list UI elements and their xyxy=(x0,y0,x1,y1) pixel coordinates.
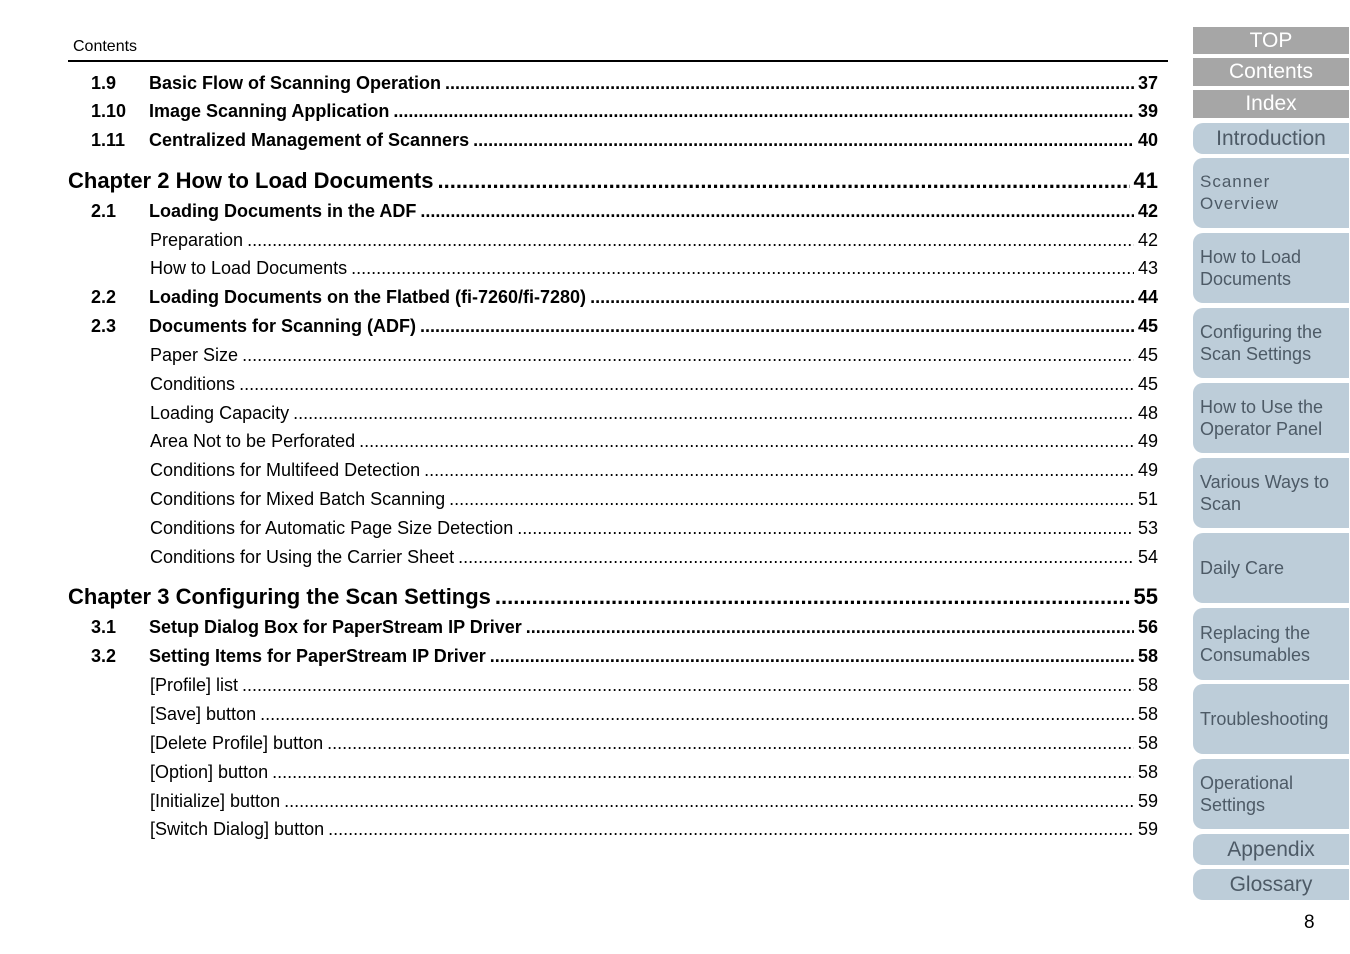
toc-page-number: 58 xyxy=(1137,762,1158,782)
toc-dot-leader xyxy=(420,201,1134,222)
toc-entry-number: 1.9 xyxy=(91,73,117,93)
toc-dot-leader xyxy=(272,762,1134,783)
nav-tab-how-to-load[interactable]: How to Load Documents xyxy=(1193,233,1349,303)
toc-dot-leader xyxy=(420,316,1134,337)
toc-page-number: 39 xyxy=(1137,101,1158,121)
nav-contents-button[interactable]: Contents xyxy=(1193,58,1349,86)
toc-subsection-entry[interactable] xyxy=(150,675,1158,697)
toc-entry-number: 3.2 xyxy=(91,646,117,666)
toc-entry-title: Paper Size xyxy=(150,345,239,365)
toc-entry-title: [Save] button xyxy=(150,704,257,724)
toc-entry-title: Conditions for Automatic Page Size Detection xyxy=(150,518,514,538)
toc-page-number: 49 xyxy=(1137,460,1158,480)
toc-page-number: 45 xyxy=(1137,374,1158,394)
toc-subsection-entry[interactable] xyxy=(150,345,1158,367)
toc-subsection-entry[interactable] xyxy=(150,791,1158,813)
toc-subsection-entry[interactable] xyxy=(150,230,1158,252)
toc-dot-leader xyxy=(490,646,1134,667)
toc-entry-title: Conditions for Multifeed Detection xyxy=(150,460,421,480)
toc-entry-title: Chapter 2 How to Load Documents xyxy=(68,168,434,193)
toc-page-number: 41 xyxy=(1133,168,1158,193)
toc-section-entry[interactable] xyxy=(91,316,1158,338)
toc-subsection-entry[interactable] xyxy=(150,431,1158,453)
toc-entry-title: Conditions for Mixed Batch Scanning xyxy=(150,489,446,509)
toc-subsection-entry[interactable] xyxy=(150,733,1158,755)
toc-section-entry[interactable] xyxy=(91,73,1158,95)
toc-subsection-entry[interactable] xyxy=(150,403,1158,425)
toc-entry-title: Setup Dialog Box for PaperStream IP Driver xyxy=(149,617,522,637)
toc-subsection-entry[interactable] xyxy=(150,547,1158,569)
toc-page-number: 56 xyxy=(1137,617,1158,637)
toc-entry-number: 2.3 xyxy=(91,316,117,336)
nav-tab-operator-panel[interactable]: How to Use the Operator Panel xyxy=(1193,383,1349,453)
nav-tab-troubleshooting[interactable]: Troubleshooting xyxy=(1193,684,1349,754)
toc-section-entry[interactable] xyxy=(91,287,1158,309)
side-navigation xyxy=(1193,0,1350,954)
toc-dot-leader xyxy=(359,431,1134,452)
toc-entry-title: [Initialize] button xyxy=(150,791,281,811)
toc-dot-leader xyxy=(293,403,1134,424)
toc-subsection-entry[interactable] xyxy=(150,374,1158,396)
toc-section-entry[interactable] xyxy=(91,101,1158,123)
toc-dot-leader xyxy=(242,345,1134,366)
toc-entry-title: Chapter 3 Configuring the Scan Settings xyxy=(68,584,491,609)
toc-entry-title: Image Scanning Application xyxy=(149,101,390,121)
toc-page-number: 55 xyxy=(1133,584,1158,609)
toc-chapter-entry[interactable] xyxy=(68,584,1158,610)
toc-dot-leader xyxy=(351,258,1134,279)
toc-page-number: 59 xyxy=(1137,819,1158,839)
toc-dot-leader xyxy=(517,518,1134,539)
toc-page-number: 43 xyxy=(1137,258,1158,278)
toc-subsection-entry[interactable] xyxy=(150,489,1158,511)
toc-dot-leader xyxy=(328,819,1134,840)
nav-tab-daily-care[interactable]: Daily Care xyxy=(1193,533,1349,603)
toc-page-number: 45 xyxy=(1137,316,1158,336)
toc-dot-leader xyxy=(327,733,1134,754)
toc-page-number: 40 xyxy=(1137,130,1158,150)
toc-page-number: 37 xyxy=(1137,73,1158,93)
toc-dot-leader xyxy=(260,704,1134,725)
toc-entry-title: Loading Capacity xyxy=(150,403,290,423)
toc-dot-leader xyxy=(247,230,1134,251)
nav-tab-various-ways[interactable]: Various Ways to Scan xyxy=(1193,458,1349,528)
toc-entry-number: 3.1 xyxy=(91,617,117,637)
toc-subsection-entry[interactable] xyxy=(150,518,1158,540)
toc-entry-title: Basic Flow of Scanning Operation xyxy=(149,73,442,93)
toc-entry-title: Centralized Management of Scanners xyxy=(149,130,470,150)
toc-entry-title: [Switch Dialog] button xyxy=(150,819,325,839)
toc-dot-leader xyxy=(393,101,1134,122)
nav-tab-glossary[interactable]: Glossary xyxy=(1193,869,1349,900)
toc-entry-title: How to Load Documents xyxy=(150,258,348,278)
toc-page-number: 58 xyxy=(1137,704,1158,724)
toc-entry-number: 2.2 xyxy=(91,287,117,307)
toc-dot-leader xyxy=(590,287,1134,308)
toc-page-number: 58 xyxy=(1137,675,1158,695)
toc-page-number: 49 xyxy=(1137,431,1158,451)
toc-entry-title: [Delete Profile] button xyxy=(150,733,324,753)
toc-section-entry[interactable] xyxy=(91,130,1158,152)
toc-dot-leader xyxy=(437,168,1129,194)
toc-subsection-entry[interactable] xyxy=(150,460,1158,482)
toc-entry-number: 1.10 xyxy=(91,101,127,121)
toc-entry-title: Preparation xyxy=(150,230,244,250)
nav-tab-appendix[interactable]: Appendix xyxy=(1193,834,1349,865)
nav-tab-operational-settings[interactable]: Operational Settings xyxy=(1193,759,1349,829)
toc-page-number: 53 xyxy=(1137,518,1158,538)
toc-dot-leader xyxy=(242,675,1134,696)
page-number: 8 xyxy=(1304,912,1315,933)
toc-subsection-entry[interactable] xyxy=(150,819,1158,841)
toc-page-number: 42 xyxy=(1137,230,1158,250)
toc-dot-leader xyxy=(473,130,1134,151)
toc-entry-title: Documents for Scanning (ADF) xyxy=(149,316,417,336)
toc-page-number: 58 xyxy=(1137,733,1158,753)
toc-entry-title: Loading Documents in the ADF xyxy=(149,201,417,221)
toc-dot-leader xyxy=(495,584,1130,610)
toc-chapter-entry[interactable] xyxy=(68,168,1158,194)
toc-entry-number: 2.1 xyxy=(91,201,117,221)
nav-tab-scanner-overview[interactable]: Scanner Overview xyxy=(1193,158,1349,228)
toc-dot-leader xyxy=(284,791,1134,812)
toc-subsection-entry[interactable] xyxy=(150,762,1158,784)
toc-page-number: 54 xyxy=(1137,547,1158,567)
toc-dot-leader xyxy=(424,460,1134,481)
toc-subsection-entry[interactable] xyxy=(150,704,1158,726)
toc-entry-title: Conditions for Using the Carrier Sheet xyxy=(150,547,455,567)
toc-page-number: 42 xyxy=(1137,201,1158,221)
toc-entry-title: Setting Items for PaperStream IP Driver xyxy=(149,646,486,666)
toc-section-entry[interactable] xyxy=(91,617,1158,639)
toc-page-number: 45 xyxy=(1137,345,1158,365)
nav-index-button[interactable]: Index xyxy=(1193,90,1349,118)
toc-page-number: 59 xyxy=(1137,791,1158,811)
nav-tab-replacing[interactable]: Replacing the Consumables xyxy=(1193,608,1349,680)
header-label: Contents xyxy=(73,38,138,55)
toc-section-entry[interactable] xyxy=(91,201,1158,223)
nav-top-button[interactable]: TOP xyxy=(1193,27,1349,54)
toc-page-number: 58 xyxy=(1137,646,1158,666)
nav-tab-introduction[interactable]: Introduction xyxy=(1193,123,1349,154)
toc-dot-leader xyxy=(445,73,1134,94)
nav-tab-configuring[interactable]: Configuring the Scan Settings xyxy=(1193,308,1349,378)
toc-dot-leader xyxy=(239,374,1134,395)
toc-entry-title: [Option] button xyxy=(150,762,269,782)
toc-entry-title: [Profile] list xyxy=(150,675,239,695)
toc-entry-title: Area Not to be Perforated xyxy=(150,431,356,451)
toc-dot-leader xyxy=(526,617,1134,638)
toc-entry-title: Conditions xyxy=(150,374,236,394)
toc-entry-title: Loading Documents on the Flatbed (fi-7260/fi-7280) xyxy=(149,287,587,307)
toc-page-number: 51 xyxy=(1137,489,1158,509)
toc-subsection-entry[interactable] xyxy=(150,258,1158,280)
toc-page-number: 44 xyxy=(1137,287,1158,307)
toc-dot-leader xyxy=(449,489,1134,510)
toc-entry-number: 1.11 xyxy=(91,130,126,150)
toc-section-entry[interactable] xyxy=(91,646,1158,668)
toc-page-number: 48 xyxy=(1137,403,1158,423)
toc-dot-leader xyxy=(458,547,1134,568)
